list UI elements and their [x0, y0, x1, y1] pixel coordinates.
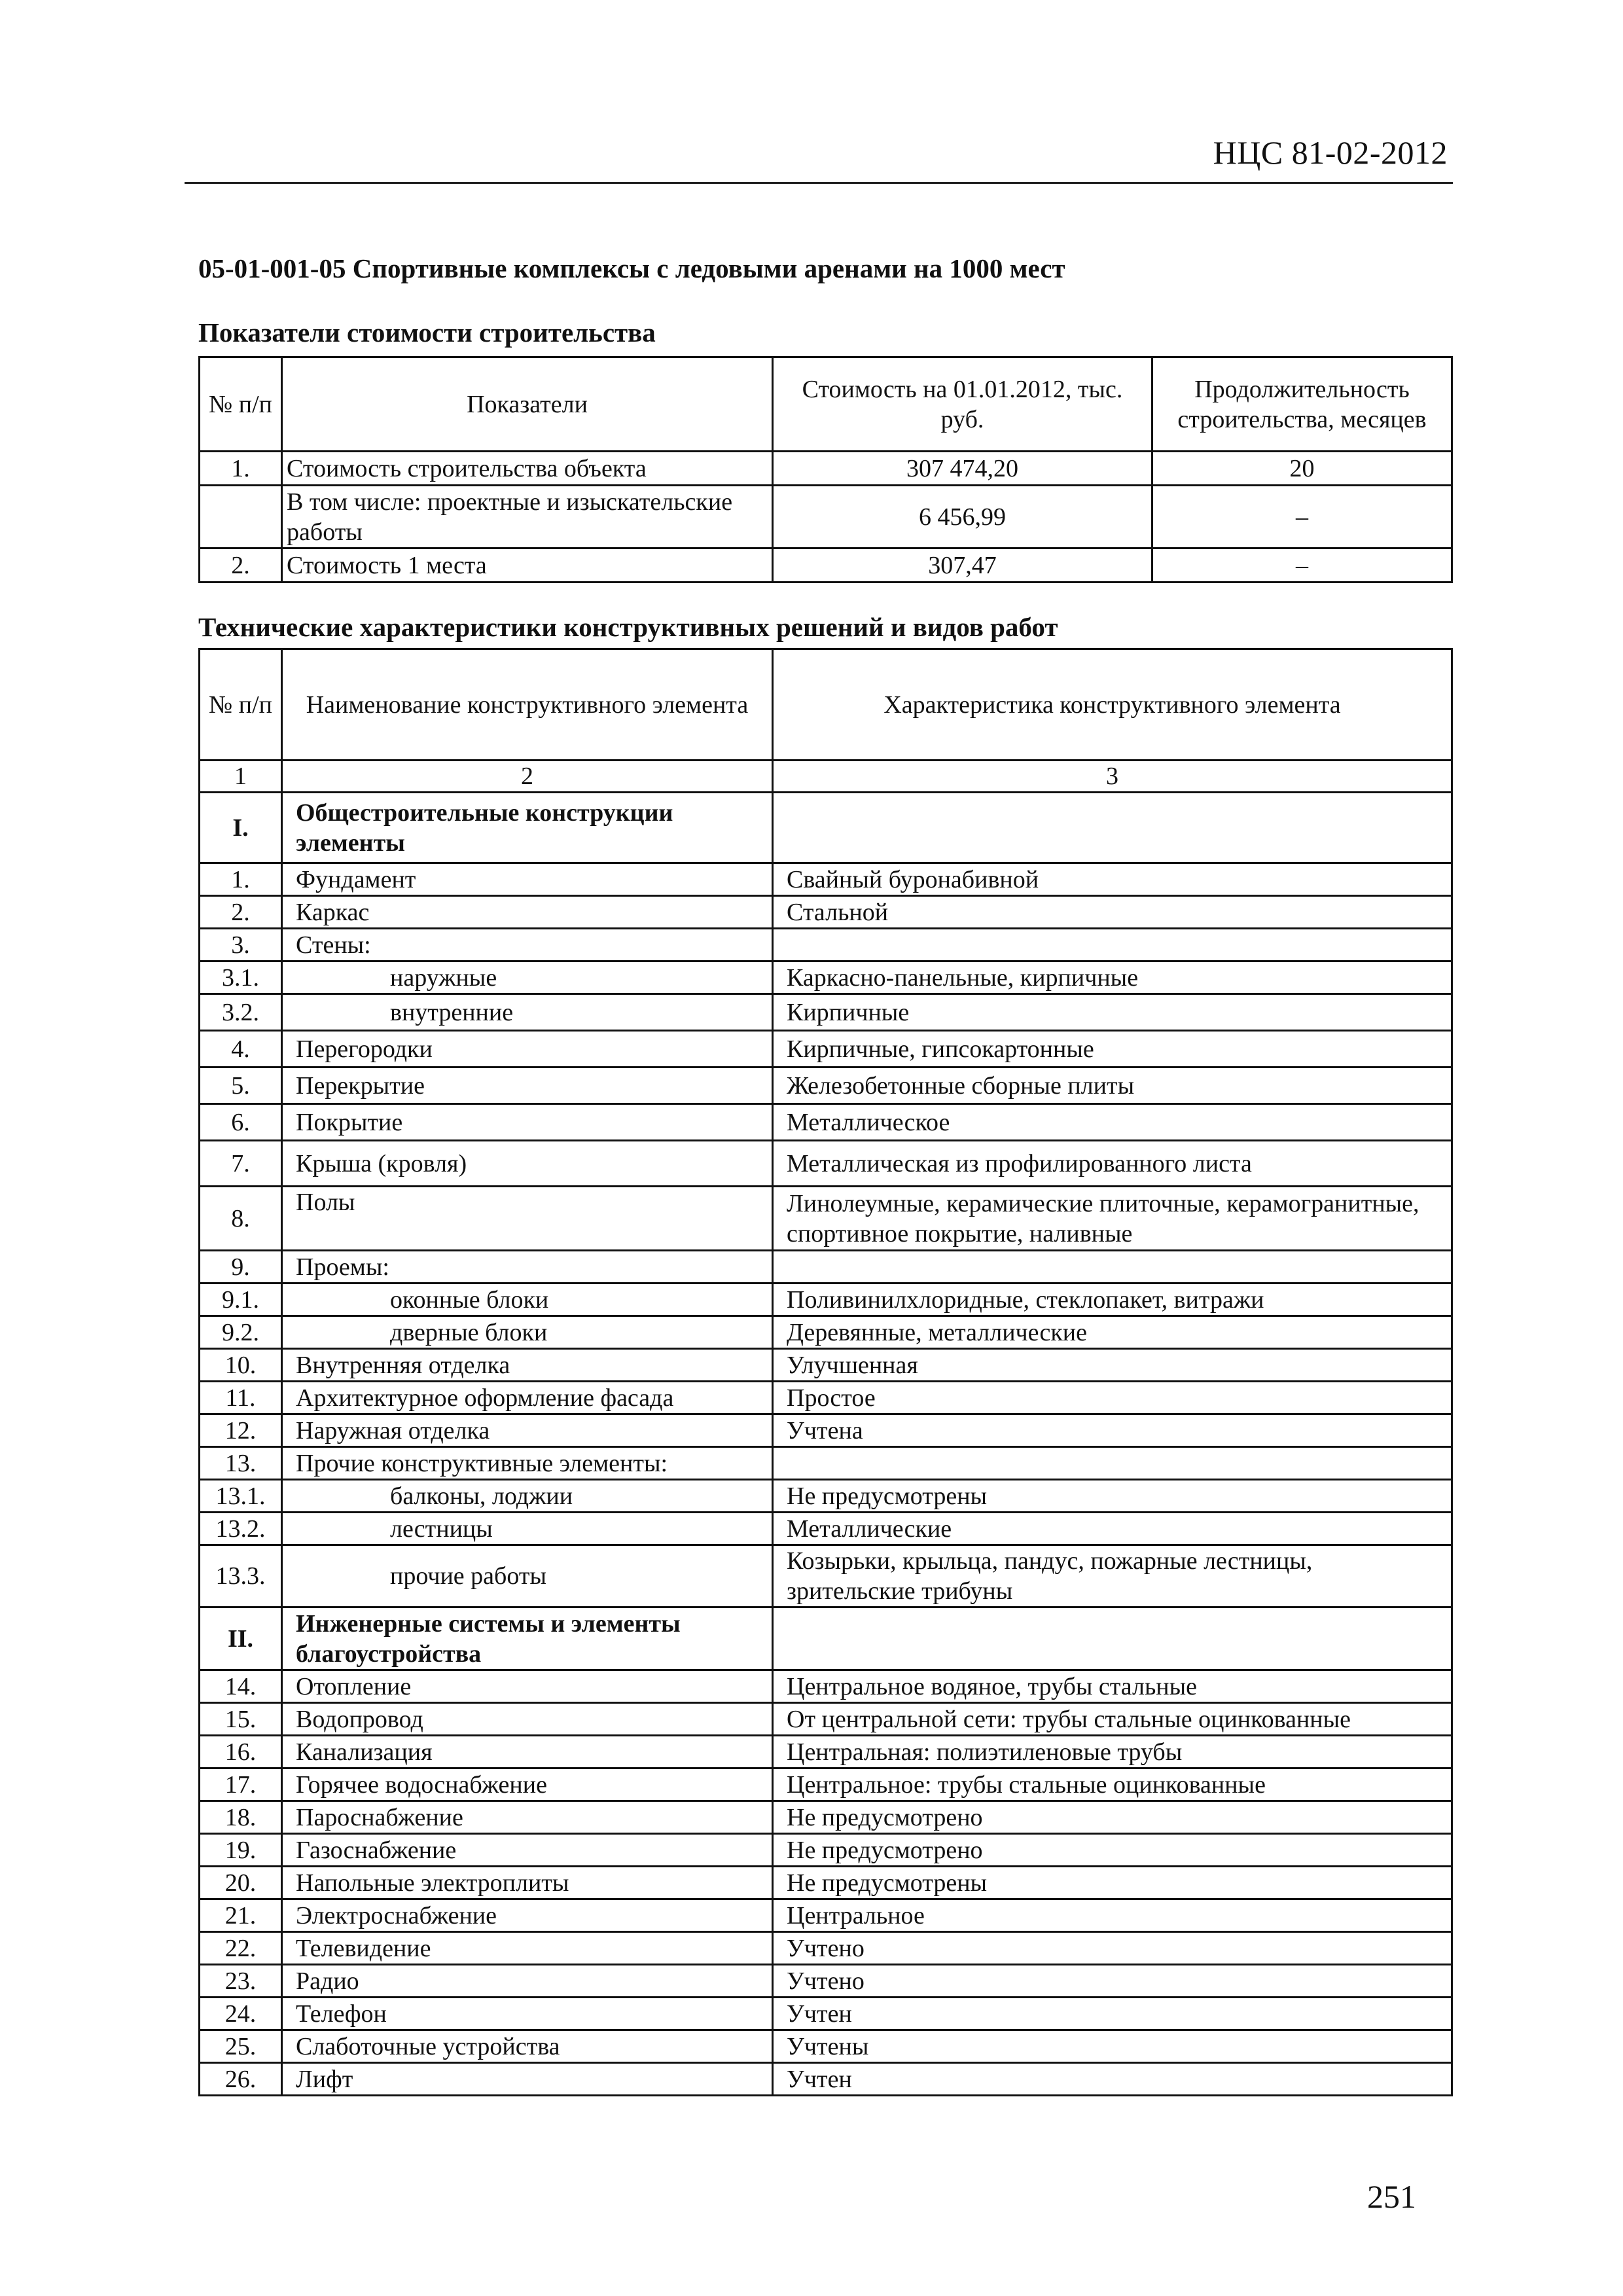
- row-number: 3.1.: [200, 961, 282, 994]
- row-number: 6.: [200, 1104, 282, 1141]
- table-row: [200, 1736, 1452, 1768]
- row-number: 26.: [200, 2063, 282, 2096]
- row-number: 12.: [200, 1414, 282, 1447]
- element-name: Слаботочные устройства: [282, 2030, 773, 2063]
- element-characteristic: Деревянные, металлические: [773, 1316, 1452, 1349]
- element-characteristic: Не предусмотрено: [773, 1801, 1452, 1834]
- row-number: 24.: [200, 1998, 282, 2030]
- document-code: НЦС 81-02-2012: [1213, 134, 1448, 171]
- table-row: [200, 1447, 1452, 1480]
- element-characteristic: Линолеумные, керамические плиточные, керамогранитные, спортивное покрытие, наливные: [773, 1187, 1452, 1251]
- table-row: [200, 1768, 1452, 1801]
- row-number: 9.1.: [200, 1283, 282, 1316]
- element-name: Телевидение: [282, 1932, 773, 1965]
- table-row: [200, 1513, 1452, 1545]
- table-row: [200, 1414, 1452, 1447]
- element-name: Телефон: [282, 1998, 773, 2030]
- row-number: I.: [200, 793, 282, 863]
- duration-value: –: [1152, 548, 1452, 583]
- row-number: 3.2.: [200, 994, 282, 1031]
- row-number: [200, 486, 282, 548]
- cost-value: 6 456,99: [773, 486, 1152, 548]
- element-name: Крыша (кровля): [282, 1141, 773, 1187]
- element-name: Перегородки: [282, 1031, 773, 1067]
- element-characteristic: Козырьки, крыльца, пандус, пожарные лестницы, зрительские трибуны: [773, 1545, 1452, 1607]
- section-row: [200, 793, 1452, 863]
- element-name: Радио: [282, 1965, 773, 1998]
- row-number: 21.: [200, 1899, 282, 1932]
- row-number: 9.2.: [200, 1316, 282, 1349]
- row-number: 9.: [200, 1251, 282, 1283]
- cost-indicators-table: [198, 356, 1453, 583]
- table-row: [200, 1965, 1452, 1998]
- table-row: [200, 961, 1452, 994]
- table-row: [200, 1899, 1452, 1932]
- element-characteristic: Центральная: полиэтиленовые трубы: [773, 1736, 1452, 1768]
- document-title: 05-01-001-05 Спортивные комплексы с ледовыми аренами на 1000 мест: [198, 253, 1065, 283]
- element-name: Инженерные системы и элементы благоустройства: [282, 1607, 773, 1670]
- element-name: Проемы:: [282, 1251, 773, 1283]
- row-number: 13.2.: [200, 1513, 282, 1545]
- element-characteristic: От центральной сети: трубы стальные оцинкованные: [773, 1703, 1452, 1736]
- costs-section-heading: Показатели стоимости строительства: [198, 317, 656, 348]
- element-name: Канализация: [282, 1736, 773, 1768]
- row-number: 23.: [200, 1965, 282, 1998]
- page-number: 251: [1367, 2178, 1416, 2215]
- element-name: Электроснабжение: [282, 1899, 773, 1932]
- element-name: дверные блоки: [282, 1316, 773, 1349]
- table-row: [200, 1382, 1452, 1414]
- element-characteristic: [773, 793, 1452, 863]
- cost-value: 307,47: [773, 548, 1152, 583]
- table-row: [200, 1480, 1452, 1513]
- element-name: Каркас: [282, 896, 773, 929]
- element-name: балконы, лоджии: [282, 1480, 773, 1513]
- duration-value: 20: [1152, 452, 1452, 486]
- element-name: Перекрытие: [282, 1067, 773, 1104]
- header-rule: [185, 182, 1453, 184]
- table-row: [200, 1187, 1452, 1251]
- element-characteristic: Простое: [773, 1382, 1452, 1414]
- element-characteristic: Стальной: [773, 896, 1452, 929]
- element-name: Фундамент: [282, 863, 773, 896]
- element-characteristic: Каркасно-панельные, кирпичные: [773, 961, 1452, 994]
- cost-table-header-row: [200, 357, 1452, 452]
- cost-table-row: [200, 452, 1452, 486]
- element-characteristic: [773, 1447, 1452, 1480]
- element-name: Отопление: [282, 1670, 773, 1703]
- table-row: [200, 1867, 1452, 1899]
- element-name: Внутренняя отделка: [282, 1349, 773, 1382]
- element-characteristic: Не предусмотрено: [773, 1834, 1452, 1867]
- element-characteristic: [773, 1607, 1452, 1670]
- table-row: [200, 1283, 1452, 1316]
- table-row: [200, 1316, 1452, 1349]
- table-row: [200, 1545, 1452, 1607]
- table-row: [200, 1067, 1452, 1104]
- element-characteristic: Учтено: [773, 1932, 1452, 1965]
- table-row: [200, 1104, 1452, 1141]
- row-number: 22.: [200, 1932, 282, 1965]
- element-name: Лифт: [282, 2063, 773, 2096]
- row-number: 2.: [200, 548, 282, 583]
- row-number: 10.: [200, 1349, 282, 1382]
- column-header-indicators: Показатели: [282, 357, 773, 452]
- row-number: 5.: [200, 1067, 282, 1104]
- specs-column-numbers-row: [200, 761, 1452, 793]
- element-characteristic: Не предусмотрены: [773, 1867, 1452, 1899]
- table-row: [200, 1703, 1452, 1736]
- element-characteristic: Учтено: [773, 1965, 1452, 1998]
- table-row: [200, 1801, 1452, 1834]
- table-row: [200, 994, 1452, 1031]
- table-row: [200, 2063, 1452, 2096]
- element-name: Пароснабжение: [282, 1801, 773, 1834]
- row-number: 4.: [200, 1031, 282, 1067]
- table-row: [200, 1251, 1452, 1283]
- element-characteristic: Кирпичные: [773, 994, 1452, 1031]
- element-name: Полы: [282, 1187, 773, 1251]
- row-number: 13.1.: [200, 1480, 282, 1513]
- table-row: [200, 1349, 1452, 1382]
- element-characteristic: Улучшенная: [773, 1349, 1452, 1382]
- row-number: 15.: [200, 1703, 282, 1736]
- element-name: Стены:: [282, 929, 773, 961]
- column-header-num: № п/п: [200, 649, 282, 761]
- row-number: 20.: [200, 1867, 282, 1899]
- element-name: прочие работы: [282, 1545, 773, 1607]
- element-characteristic: Поливинилхлоридные, стеклопакет, витражи: [773, 1283, 1452, 1316]
- column-header-element-name: Наименование конструктивного элемента: [282, 649, 773, 761]
- element-name: Напольные электроплиты: [282, 1867, 773, 1899]
- column-number: 2: [282, 761, 773, 793]
- element-name: Горячее водоснабжение: [282, 1768, 773, 1801]
- row-number: 7.: [200, 1141, 282, 1187]
- row-number: 1.: [200, 863, 282, 896]
- row-number: 3.: [200, 929, 282, 961]
- element-characteristic: Железобетонные сборные плиты: [773, 1067, 1452, 1104]
- element-name: наружные: [282, 961, 773, 994]
- row-number: 13.: [200, 1447, 282, 1480]
- specs-table-body: [200, 793, 1452, 2096]
- specs-section-heading: Технические характеристики конструктивных решений и видов работ: [198, 612, 1058, 642]
- element-characteristic: Кирпичные, гипсокартонные: [773, 1031, 1452, 1067]
- table-row: [200, 2030, 1452, 2063]
- element-name: Архитектурное оформление фасада: [282, 1382, 773, 1414]
- technical-specs-table: [198, 648, 1453, 2096]
- section-row: [200, 1607, 1452, 1670]
- element-characteristic: Учтены: [773, 2030, 1452, 2063]
- element-characteristic: Не предусмотрены: [773, 1480, 1452, 1513]
- element-characteristic: Центральное: трубы стальные оцинкованные: [773, 1768, 1452, 1801]
- row-number: 1.: [200, 452, 282, 486]
- column-header-num: № п/п: [200, 357, 282, 452]
- table-row: [200, 863, 1452, 896]
- element-name: Прочие конструктивные элементы:: [282, 1447, 773, 1480]
- element-name: Газоснабжение: [282, 1834, 773, 1867]
- element-characteristic: Металлические: [773, 1513, 1452, 1545]
- row-number: 17.: [200, 1768, 282, 1801]
- table-row: [200, 1834, 1452, 1867]
- indicator-name: В том числе: проектные и изыскательские работы: [282, 486, 773, 548]
- element-characteristic: Учтена: [773, 1414, 1452, 1447]
- table-row: [200, 896, 1452, 929]
- row-number: 8.: [200, 1187, 282, 1251]
- element-characteristic: [773, 929, 1452, 961]
- duration-value: –: [1152, 486, 1452, 548]
- column-header-duration: Продолжительность строительства, месяцев: [1152, 357, 1452, 452]
- row-number: 13.3.: [200, 1545, 282, 1607]
- specs-table-header-row: [200, 649, 1452, 761]
- table-row: [200, 1998, 1452, 2030]
- table-row: [200, 1141, 1452, 1187]
- column-header-cost: Стоимость на 01.01.2012, тыс. руб.: [773, 357, 1152, 452]
- element-name: Покрытие: [282, 1104, 773, 1141]
- row-number: 25.: [200, 2030, 282, 2063]
- element-name: Общестроительные конструкции элементы: [282, 793, 773, 863]
- cost-table-row: [200, 548, 1452, 583]
- element-characteristic: [773, 1251, 1452, 1283]
- table-row: [200, 1932, 1452, 1965]
- element-name: внутренние: [282, 994, 773, 1031]
- cost-table-row: [200, 486, 1452, 548]
- column-header-element-characteristic: Характеристика конструктивного элемента: [773, 649, 1452, 761]
- cost-value: 307 474,20: [773, 452, 1152, 486]
- element-characteristic: Центральное водяное, трубы стальные: [773, 1670, 1452, 1703]
- table-row: [200, 1031, 1452, 1067]
- row-number: 16.: [200, 1736, 282, 1768]
- table-row: [200, 1670, 1452, 1703]
- element-name: Водопровод: [282, 1703, 773, 1736]
- row-number: 19.: [200, 1834, 282, 1867]
- row-number: 11.: [200, 1382, 282, 1414]
- column-number: 3: [773, 761, 1452, 793]
- element-characteristic: Центральное: [773, 1899, 1452, 1932]
- element-name: Наружная отделка: [282, 1414, 773, 1447]
- element-characteristic: Учтен: [773, 1998, 1452, 2030]
- indicator-name: Стоимость 1 места: [282, 548, 773, 583]
- row-number: II.: [200, 1607, 282, 1670]
- row-number: 14.: [200, 1670, 282, 1703]
- element-name: оконные блоки: [282, 1283, 773, 1316]
- indicator-name: Стоимость строительства объекта: [282, 452, 773, 486]
- column-number: 1: [200, 761, 282, 793]
- row-number: 2.: [200, 896, 282, 929]
- row-number: 18.: [200, 1801, 282, 1834]
- element-characteristic: Учтен: [773, 2063, 1452, 2096]
- element-characteristic: Металлическое: [773, 1104, 1452, 1141]
- element-characteristic: Металлическая из профилированного листа: [773, 1141, 1452, 1187]
- element-characteristic: Свайный буронабивной: [773, 863, 1452, 896]
- table-row: [200, 929, 1452, 961]
- element-name: лестницы: [282, 1513, 773, 1545]
